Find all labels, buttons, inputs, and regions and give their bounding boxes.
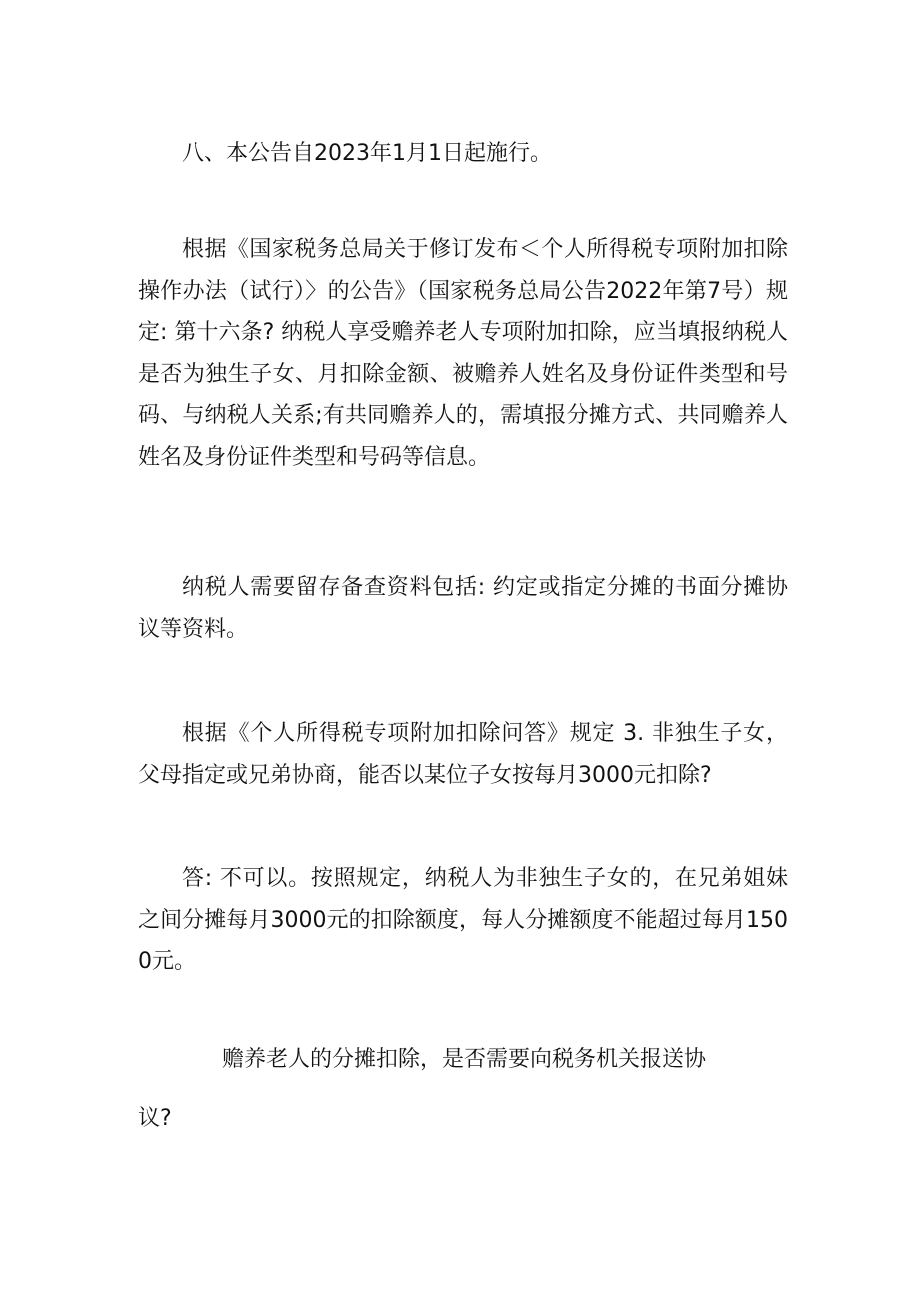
paragraph-effective-date: 八、本公告自2023年1月1日起施行。	[182, 141, 552, 166]
paragraph-qa-question: 根据《个人所得税专项附加扣除问答》规定 3. 非独生子女，父母指定或兄弟协商，能否以某位子女按每月3000元扣除?	[138, 721, 788, 788]
question-heading-line2: 议?	[138, 1106, 172, 1131]
paragraph-announcement-rule: 根据《国家税务总局关于修订发布＜个人所得税专项附加扣除操作办法（试行）〉的公告》（国家税务总局公告2022年第7号）规定: 第十六条? 纳税人享受赡养老人专项附加扣除，应当填报纳税人是否为独生子女、月扣除金额、被赡养人姓名及身份证件类型和号码、与纳税人关系;有共同赡养人的，需填报分摊方式、共同赡养人姓名及身份证件类型和号码等信息。	[138, 237, 788, 470]
question-heading-line1: 赡养老人的分摊扣除，是否需要向税务机关报送协	[222, 1047, 707, 1072]
paragraph-retained-materials: 纳税人需要留存备查资料包括: 约定或指定分摊的书面分摊协议等资料。	[138, 575, 788, 642]
paragraph-qa-answer: 答: 不可以。按照规定，纳税人为非独生子女的，在兄弟姐妹之间分摊每月3000元的扣除额度，每人分摊额度不能超过每月1500元。	[138, 866, 788, 974]
